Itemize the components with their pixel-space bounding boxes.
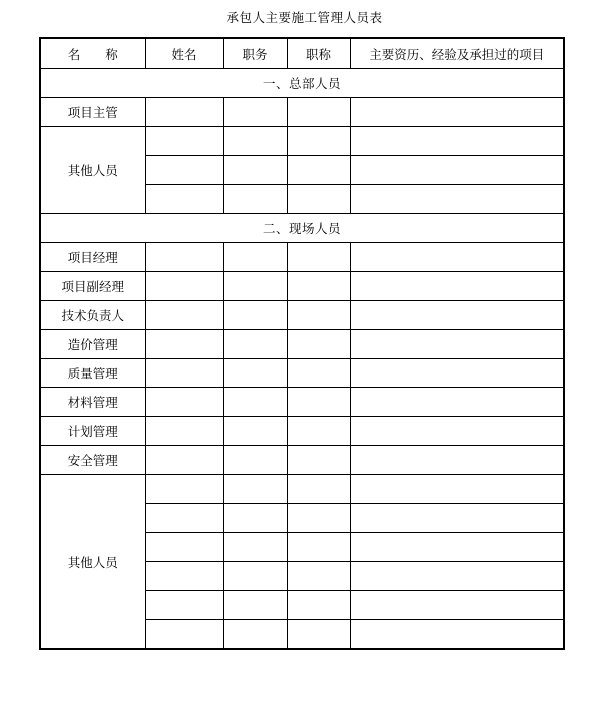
person-name-cell[interactable] bbox=[145, 359, 223, 388]
experience-cell[interactable] bbox=[350, 185, 564, 214]
position-cell[interactable] bbox=[223, 243, 287, 272]
person-name-cell[interactable] bbox=[145, 562, 223, 591]
title-rank-cell[interactable] bbox=[287, 417, 350, 446]
position-cell[interactable] bbox=[223, 562, 287, 591]
experience-cell[interactable] bbox=[350, 533, 564, 562]
position-cell[interactable] bbox=[223, 359, 287, 388]
title-rank-cell[interactable] bbox=[287, 446, 350, 475]
table-row bbox=[40, 475, 564, 504]
table-row bbox=[40, 330, 564, 359]
title-rank-cell[interactable] bbox=[287, 330, 350, 359]
title-rank-cell[interactable] bbox=[287, 243, 350, 272]
position-cell[interactable] bbox=[223, 533, 287, 562]
staff-table bbox=[39, 37, 565, 650]
role-label-other-site: 其他人员 bbox=[40, 475, 145, 650]
section-row-hq bbox=[40, 69, 564, 98]
position-cell[interactable] bbox=[223, 330, 287, 359]
person-name-cell[interactable] bbox=[145, 156, 223, 185]
document-title: 承包人主要施工管理人员表 bbox=[226, 10, 383, 25]
position-cell[interactable] bbox=[223, 272, 287, 301]
position-cell[interactable] bbox=[223, 185, 287, 214]
header-position: 职务 bbox=[223, 38, 287, 69]
experience-cell[interactable] bbox=[350, 156, 564, 185]
person-name-cell[interactable] bbox=[145, 185, 223, 214]
title-rank-cell[interactable] bbox=[287, 475, 350, 504]
person-name-cell[interactable] bbox=[145, 417, 223, 446]
person-name-cell[interactable] bbox=[145, 446, 223, 475]
title-rank-cell[interactable] bbox=[287, 533, 350, 562]
experience-cell[interactable] bbox=[350, 417, 564, 446]
experience-cell[interactable] bbox=[350, 388, 564, 417]
table-row bbox=[40, 243, 564, 272]
title-rank-cell[interactable] bbox=[287, 127, 350, 156]
table-row bbox=[40, 301, 564, 330]
table-row bbox=[40, 127, 564, 156]
role-label: 项目主管 bbox=[40, 98, 145, 127]
role-label: 材料管理 bbox=[40, 388, 145, 417]
table-row bbox=[40, 417, 564, 446]
table-row bbox=[40, 446, 564, 475]
position-cell[interactable] bbox=[223, 156, 287, 185]
person-name-cell[interactable] bbox=[145, 301, 223, 330]
title-rank-cell[interactable] bbox=[287, 272, 350, 301]
role-label: 质量管理 bbox=[40, 359, 145, 388]
person-name-cell[interactable] bbox=[145, 533, 223, 562]
header-name-col: 名 称 bbox=[40, 38, 145, 69]
title-rank-cell[interactable] bbox=[287, 591, 350, 620]
title-rank-cell[interactable] bbox=[287, 156, 350, 185]
section-label-site: 二、现场人员 bbox=[40, 214, 564, 243]
person-name-cell[interactable] bbox=[145, 388, 223, 417]
experience-cell[interactable] bbox=[350, 504, 564, 533]
title-rank-cell[interactable] bbox=[287, 562, 350, 591]
role-label: 项目经理 bbox=[40, 243, 145, 272]
experience-cell[interactable] bbox=[350, 620, 564, 650]
position-cell[interactable] bbox=[223, 301, 287, 330]
person-name-cell[interactable] bbox=[145, 243, 223, 272]
person-name-cell[interactable] bbox=[145, 330, 223, 359]
person-name-cell[interactable] bbox=[145, 98, 223, 127]
experience-cell[interactable] bbox=[350, 330, 564, 359]
title-rank-cell[interactable] bbox=[287, 620, 350, 650]
title-rank-cell[interactable] bbox=[287, 185, 350, 214]
experience-cell[interactable] bbox=[350, 272, 564, 301]
title-rank-cell[interactable] bbox=[287, 301, 350, 330]
header-row bbox=[40, 38, 564, 69]
section-label-hq: 一、总部人员 bbox=[40, 69, 564, 98]
role-label: 技术负责人 bbox=[40, 301, 145, 330]
position-cell[interactable] bbox=[223, 127, 287, 156]
person-name-cell[interactable] bbox=[145, 591, 223, 620]
role-label: 安全管理 bbox=[40, 446, 145, 475]
table-row bbox=[40, 359, 564, 388]
title-rank-cell[interactable] bbox=[287, 504, 350, 533]
position-cell[interactable] bbox=[223, 504, 287, 533]
position-cell[interactable] bbox=[223, 620, 287, 650]
role-label: 造价管理 bbox=[40, 330, 145, 359]
position-cell[interactable] bbox=[223, 98, 287, 127]
title-rank-cell[interactable] bbox=[287, 388, 350, 417]
position-cell[interactable] bbox=[223, 388, 287, 417]
experience-cell[interactable] bbox=[350, 562, 564, 591]
header-person-name: 姓名 bbox=[145, 38, 223, 69]
title-rank-cell[interactable] bbox=[287, 359, 350, 388]
role-label: 计划管理 bbox=[40, 417, 145, 446]
title-rank-cell[interactable] bbox=[287, 98, 350, 127]
experience-cell[interactable] bbox=[350, 127, 564, 156]
header-title-rank: 职称 bbox=[287, 38, 350, 69]
section-row-site bbox=[40, 214, 564, 243]
experience-cell[interactable] bbox=[350, 98, 564, 127]
person-name-cell[interactable] bbox=[145, 272, 223, 301]
table-row bbox=[40, 98, 564, 127]
experience-cell[interactable] bbox=[350, 243, 564, 272]
person-name-cell[interactable] bbox=[145, 127, 223, 156]
experience-cell[interactable] bbox=[350, 359, 564, 388]
experience-cell[interactable] bbox=[350, 301, 564, 330]
header-experience: 主要资历、经验及承担过的项目 bbox=[350, 38, 564, 69]
experience-cell[interactable] bbox=[350, 475, 564, 504]
role-label: 项目副经理 bbox=[40, 272, 145, 301]
person-name-cell[interactable] bbox=[145, 620, 223, 650]
position-cell[interactable] bbox=[223, 591, 287, 620]
person-name-cell[interactable] bbox=[145, 504, 223, 533]
experience-cell[interactable] bbox=[350, 591, 564, 620]
position-cell[interactable] bbox=[223, 475, 287, 504]
role-label-other-hq: 其他人员 bbox=[40, 127, 145, 214]
person-name-cell[interactable] bbox=[145, 475, 223, 504]
experience-cell[interactable] bbox=[350, 446, 564, 475]
table-row bbox=[40, 272, 564, 301]
position-cell[interactable] bbox=[223, 446, 287, 475]
position-cell[interactable] bbox=[223, 417, 287, 446]
table-row bbox=[40, 388, 564, 417]
